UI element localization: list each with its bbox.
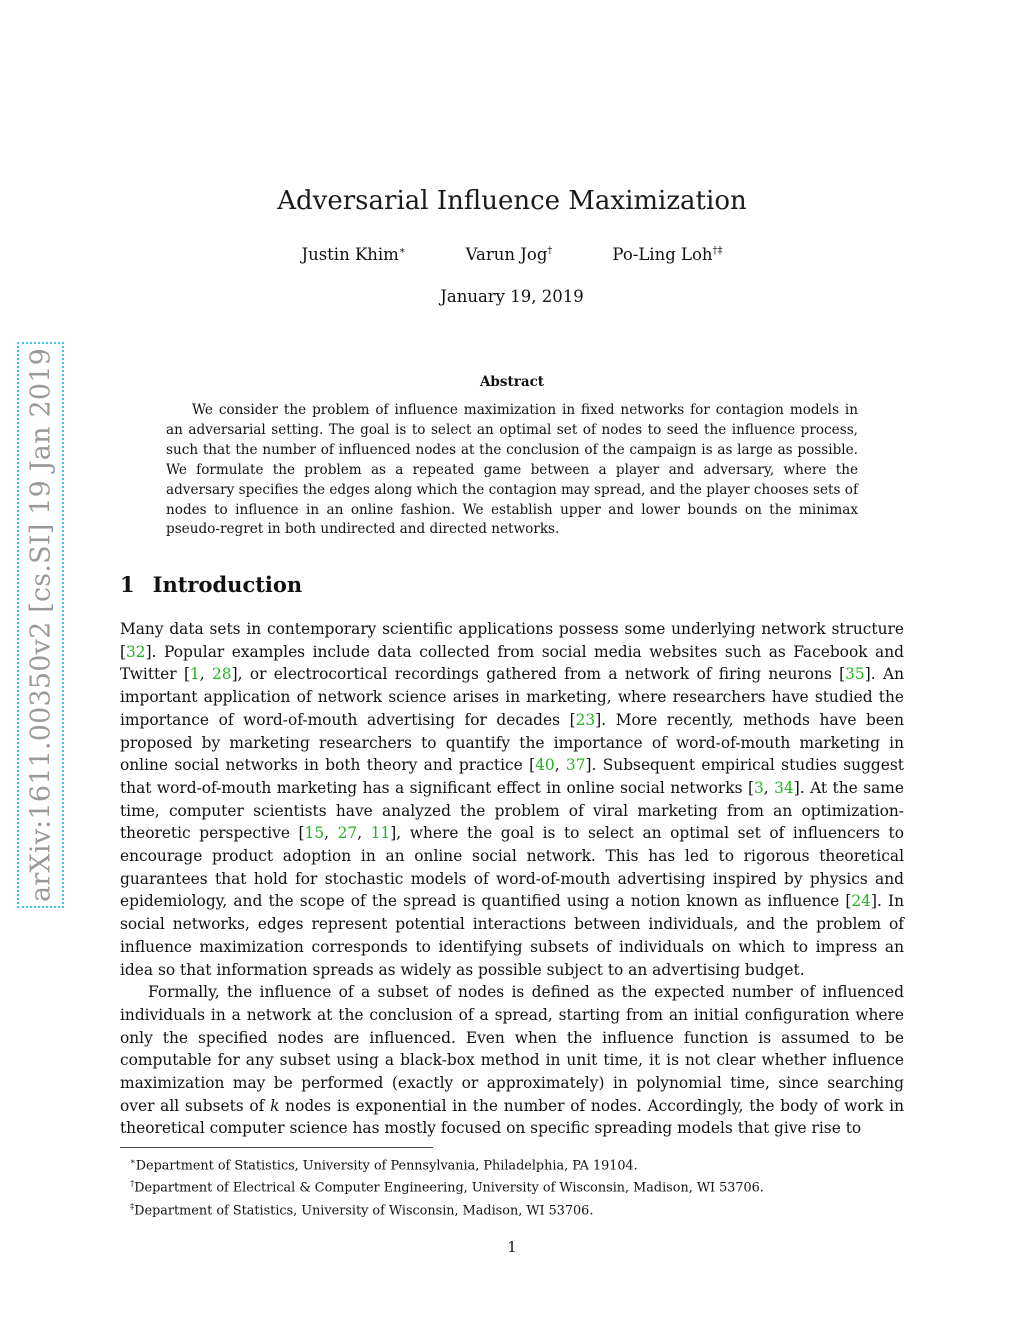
citation-link[interactable]: 3 (753, 778, 764, 797)
text-run: ]. An important application of network science arises in marketing, where researchers have studied the importance of word-of-mouth advertising for decades [ (120, 665, 904, 729)
footnote-text: Department of Statistics, University of Pennsylvania, Philadelphia, PA 19104. (135, 1158, 638, 1174)
citation-link[interactable]: 1 (189, 665, 200, 684)
author-name: Varun Jog (465, 245, 548, 264)
abstract-heading: Abstract (479, 374, 545, 390)
footnotes (130, 1153, 764, 1220)
paragraph (120, 618, 904, 981)
introduction-body (120, 618, 904, 1140)
author (612, 245, 722, 264)
abstract-text: We consider the problem of influence maximization in fixed networks for contagion models in an adversarial setting. The goal is to select an optimal set of nodes to seed the influence process, such that the number of influenced nodes at the conclusion of the campaign is as large as possible. We formulate the problem as a repeated game between a player and adversary, where the adversary specifies the edges along which the contagion may spread, and the player chooses sets of nodes to influence in an online fashion. We establish upper and lower bounds on the minimax pseudo-regret in both undirected and directed networks. (166, 402, 858, 538)
section-heading (120, 572, 302, 597)
citation-link[interactable]: 37 (565, 756, 586, 775)
author-footnote-mark: ∗ (398, 245, 406, 257)
text-run: , (763, 778, 775, 797)
citation-link[interactable]: 40 (535, 756, 555, 775)
text-run: Many data sets in contemporary scientific applications possess some underlying network structure [ (120, 620, 904, 661)
author-footnote-mark: † (547, 245, 553, 257)
paper-title: Adversarial Influence Maximization (277, 186, 747, 216)
page-number: 1 (507, 1238, 517, 1256)
citation-link[interactable]: 34 (774, 778, 794, 797)
citation-link[interactable]: 15 (304, 824, 325, 843)
text-run: , (554, 756, 566, 775)
footnote-divider (120, 1147, 433, 1148)
text-run: , (324, 824, 338, 843)
author-name: Justin Khim (301, 245, 399, 264)
author-list (0, 245, 1024, 264)
text-run: nodes is exponential in the number of nodes. Accordingly, the body of work in theoretical computer science has mostly focused on specific spreading models that give rise to (120, 1096, 904, 1138)
section-title: Introduction (152, 572, 303, 597)
text-run: , (357, 824, 371, 843)
footnote-mark: ‡ (130, 1201, 135, 1212)
footnote (130, 1153, 764, 1175)
citation-link[interactable]: 24 (851, 892, 871, 911)
citation-link[interactable]: 32 (126, 642, 146, 661)
text-run: ], or electrocortical recordings gathered from a network of firing neurons [ (231, 665, 846, 684)
citation-link[interactable]: 27 (337, 824, 358, 843)
footnote-text: Department of Electrical & Computer Engineering, University of Wisconsin, Madison, WI 53706. (134, 1180, 764, 1196)
citation-link[interactable]: 28 (212, 665, 232, 684)
author-name: Po-Ling Loh (612, 245, 713, 264)
footnote (130, 1175, 764, 1197)
paragraph (120, 981, 904, 1140)
author (301, 245, 405, 264)
citation-link[interactable]: 11 (370, 824, 391, 843)
citation-link[interactable]: 23 (575, 710, 596, 729)
text-run: ]. More recently, methods have been proposed by marketing researchers to quantify the importance of word-of-mouth marketing in online social networks in both theory and practice [ (120, 710, 904, 775)
section-number: 1 (120, 572, 135, 597)
math-variable: k (270, 1096, 280, 1115)
text-run: , (199, 665, 213, 684)
author (466, 245, 553, 264)
text-run: ]. At the same time, computer scientists have analyzed the problem of viral marketing from an optimization-theoretic perspective [ (120, 778, 904, 843)
author-footnote-mark: †‡ (712, 245, 723, 257)
arxiv-stamp[interactable] (17, 342, 64, 908)
text-run: Formally, the influence of a subset of nodes is defined as the expected number of influenced individuals in a network at the conclusion of a spread, starting from an initial configuration where only the specified nodes are influenced. Even when the influence function is assumed to be computable for any subset using a black-box method in unit time, it is not clear whether influence maximization may be performed (exactly or approximately) in polynomial time, since searching over all subsets of (120, 983, 904, 1115)
arxiv-identifier[interactable]: arXiv:1611.00350v2 [cs.SI] 19 Jan 2019 (25, 348, 56, 902)
text-run: ]. In social networks, edges represent potential interactions between individuals, and the problem of influence maximization corresponds to identifying subsets of individuals on which to impress an idea so that information spreads as widely as possible subject to an advertising budget. (120, 892, 904, 979)
footnote-text: Department of Statistics, University of Wisconsin, Madison, WI 53706. (134, 1202, 594, 1218)
text-run: ]. Subsequent empirical studies suggest that word-of-mouth marketing has a significant effect in online social networks [ (120, 756, 904, 797)
text-run: ], where the goal is to select an optimal set of influencers to encourage product adoption in an online social network. This has led to rigorous theoretical guarantees that hold for stochastic models of word-of-mouth advertising inspired by physics and epidemiology, and the scope of the spread is quantified using a notion known as influence [ (120, 824, 904, 911)
footnote-mark: ∗ (130, 1157, 136, 1167)
footnote-mark: † (130, 1179, 135, 1190)
text-run: ]. Popular examples include data collected from social media websites such as Facebook and Twitter [ (120, 642, 904, 684)
publication-date: January 19, 2019 (440, 287, 584, 306)
footnote (130, 1198, 764, 1220)
citation-link[interactable]: 35 (845, 665, 865, 684)
